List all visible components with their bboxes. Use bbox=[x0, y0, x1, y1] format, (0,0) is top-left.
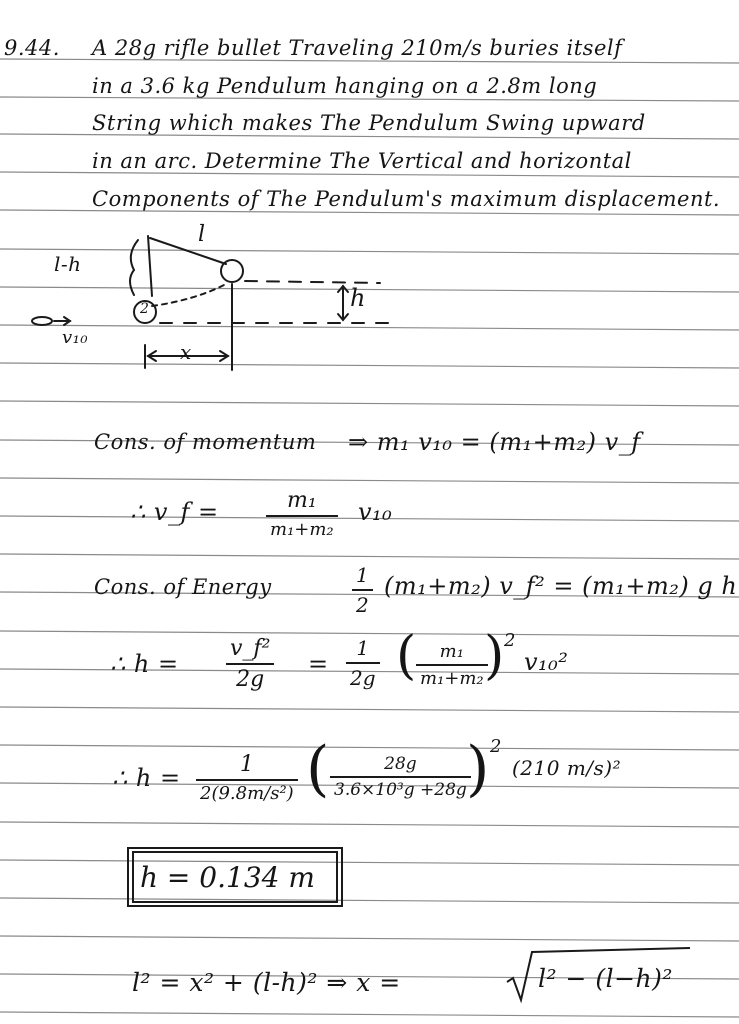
h2-suffix: (210 m/s)² bbox=[512, 756, 622, 780]
energy-half-fraction: 1 2 bbox=[352, 563, 373, 617]
h2-paren-exponent: 2 bbox=[490, 736, 502, 757]
label-mass: 2 bbox=[140, 301, 150, 317]
vf-numerator: m₁ bbox=[286, 488, 317, 513]
problem-line-2: in a 3.6 kg Pendulum hanging on a 2.8m long bbox=[92, 74, 598, 98]
h2-right-paren: ) bbox=[466, 734, 490, 804]
sqrt-radicand: l² − (l−h)² bbox=[538, 964, 673, 993]
h1-equals: = bbox=[308, 650, 329, 678]
problem-line-5: Components of The Pendulum's maximum displacement. bbox=[92, 187, 721, 211]
h1-suffix: v₁₀² bbox=[524, 648, 569, 676]
h1-left-paren: ( bbox=[396, 626, 417, 686]
pythagorean-equation: l² = x² + (l-h)² ⇒ x = bbox=[132, 968, 401, 997]
problem-line-4: in an arc. Determine The Vertical and horizontal bbox=[92, 149, 632, 173]
vf-denominator: m₁+m₂ bbox=[270, 519, 334, 540]
h2-paren-fraction: 28g 3.6×10³g +28g bbox=[330, 754, 471, 800]
vf-suffix: v₁₀ bbox=[358, 498, 393, 526]
label-l-minus-h: l-h bbox=[54, 252, 82, 276]
h1-fraction: v_f² 2g bbox=[226, 636, 274, 692]
problem-line-3: String which makes The Pendulum Swing upward bbox=[92, 111, 646, 135]
h2-fraction: 1 2(9.8m/s²) bbox=[196, 752, 298, 804]
energy-equation: (m₁+m₂) v_f² = (m₁+m₂) g h bbox=[384, 572, 738, 600]
label-h: h bbox=[350, 284, 366, 312]
label-x: x bbox=[180, 340, 192, 364]
h1-half-fraction: 1 2g bbox=[346, 636, 380, 690]
problem-line-1: A 28g rifle bullet Traveling 210m/s buries itself bbox=[92, 36, 623, 60]
h1-prefix: ∴ h = bbox=[110, 650, 179, 678]
answer-value: h = 0.134 m bbox=[140, 860, 315, 894]
h2-left-paren: ( bbox=[306, 734, 330, 804]
problem-number: 9.44. bbox=[4, 36, 60, 60]
h1-paren-fraction: m₁ m₁+m₂ bbox=[416, 641, 488, 689]
label-v10: v₁₀ bbox=[62, 327, 89, 348]
label-l: l bbox=[198, 222, 206, 247]
h1-paren-exponent: 2 bbox=[504, 630, 516, 651]
energy-label: Cons. of Energy bbox=[94, 575, 272, 599]
momentum-equation: ⇒ m₁ v₁₀ = (m₁+m₂) v_f bbox=[348, 428, 641, 456]
h2-prefix: ∴ h = bbox=[112, 764, 181, 792]
vf-prefix: ∴ v_f = bbox=[130, 498, 219, 526]
h1-right-paren: ) bbox=[484, 626, 505, 686]
momentum-label: Cons. of momentum bbox=[94, 430, 317, 454]
